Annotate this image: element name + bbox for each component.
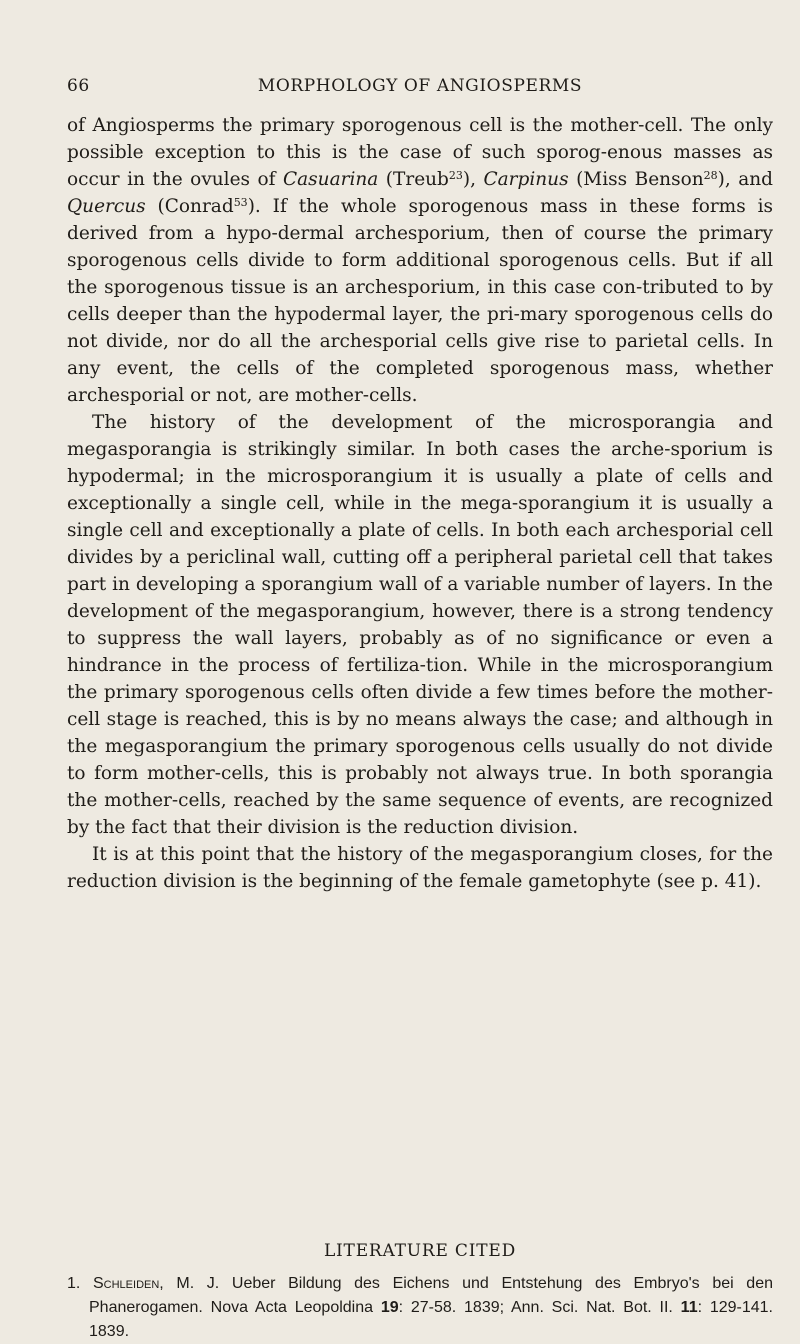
paragraph-1-text-d: (Miss Benson [568,169,704,190]
running-head [67,76,773,100]
genus-casuarina: Casuarina [282,169,379,190]
paragraph-1-text-c: ), [462,169,484,190]
reference-number: 1. [67,1275,81,1292]
paragraph-1 [67,112,773,409]
paragraph-3: It is at this point that the history of the megasporangium closes, for the reduction division is the beginning of the female gametophyte (see p. 41). [67,844,773,892]
paragraph-1-text-e: ), and [717,169,774,190]
paragraph-1-text-b: (Treub [378,169,449,190]
literature-heading: LITERATURE CITED [323,1241,517,1261]
reference-item [67,1272,773,1344]
reference-author: Schleiden, M. J. [93,1275,220,1292]
paragraph-1-text-a: of Angiosperms the primary sporogenous cell is the mother-cell. The only possible exception to this is the case of such sporog-enous masses as occur in the ovules of [67,115,773,190]
citation-28: 28 [703,169,718,182]
paragraph-2: The history of the development of the microsporangia and megasporangia is strikingly similar. In both cases the arche-sporium is hypodermal; in the microsporangium it is usually a plate of cells and exceptionally a single cell, while in the mega-sporangium it is usually a single cell and exceptionally a plate of cells. In both each archesporial cell divides by a periclinal wall, cutting off a peripheral parietal cell that takes part in developing a sporangium wall of a variable number of layers. In the development of the megasporangium, however, there is a strong tendency to suppress the wall layers, probably as of no significance or even a hindrance in the process of fertiliza-tion. While in the microsporangium the primary sporogenous cells often divide a few times before the mother-cell stage is reached, this is by no means always the case; and although in the megasporangium the primary sporogenous cells usually do not divide to form mother-cells, this is probably not always true. In both sporangia the mother-cells, reached by the same sequence of events, are recognized by the fact that their division is the reduction division. [67,412,773,838]
reference-text-b: : 27-58. 1839; Ann. Sci. Nat. Bot. II. [398,1299,681,1316]
reference-text-c: : 129-141. 1839. [89,1299,773,1340]
reference-text-a: Ueber Bildung des Eichens und Entstehung des Embryo's bei den Phanerogamen. Nova Acta Leopoldina [89,1275,774,1316]
citation-53: 53 [233,196,248,209]
body-text [67,112,773,895]
reference-volume-1: 19 [380,1299,399,1316]
paragraph-1-text-g: ). If the whole sporogenous mass in these forms is derived from a hypo-dermal archesporium, then of course the primary sporogenous cells divide to form additional sporogenous cells. But if all the sporogenous tissue is an archesporium, in this case con-tributed to by cells deeper than the hypodermal layer, the pri-mary sporogenous cells do not divide, nor do all the archesporial cells give rise to parietal cells. In any event, the cells of the completed sporogenous mass, whether archesporial or not, are mother-cells. [67,196,774,406]
citation-23: 23 [448,169,463,182]
genus-carpinus: Carpinus [483,169,569,190]
reference-list [67,1272,773,1344]
page-number: 66 [67,76,90,96]
reference-volume-2: 11 [680,1299,698,1316]
paragraph-1-text-f: (Conrad [145,196,234,217]
running-title: MORPHOLOGY OF ANGIOSPERMS [257,76,583,96]
genus-quercus: Quercus [67,196,146,217]
